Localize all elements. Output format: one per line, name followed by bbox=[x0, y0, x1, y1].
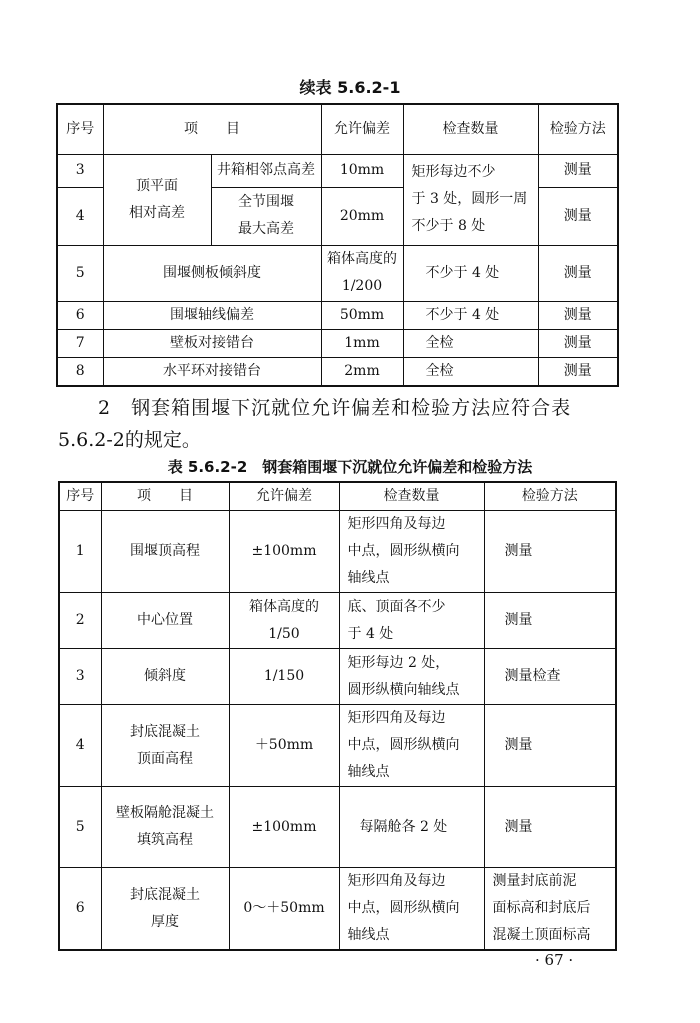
table-row bbox=[59, 705, 616, 787]
cell-method: 测量检查 bbox=[484, 649, 616, 705]
cell-item: 倾斜度 bbox=[101, 649, 229, 705]
cell-tolerance: 箱体高度的 1/200 bbox=[321, 245, 403, 301]
cell-no: 6 bbox=[59, 868, 101, 951]
cell-method: 测量 bbox=[538, 301, 618, 329]
table-5-6-2-1-continued bbox=[56, 103, 619, 387]
table-row bbox=[57, 357, 618, 386]
header-method: 检验方法 bbox=[538, 104, 618, 154]
cell-no: 3 bbox=[59, 649, 101, 705]
cell-tolerance: ＋50mm bbox=[229, 705, 339, 787]
table-row bbox=[59, 787, 616, 868]
cell-method: 测量 bbox=[484, 787, 616, 868]
cell-method: 测量封底前泥 面标高和封底后 混凝土顶面标高 bbox=[484, 868, 616, 951]
cell-count: 底、顶面各不少 于 4 处 bbox=[339, 593, 484, 649]
cell-item: 水平环对接错台 bbox=[103, 357, 321, 386]
header-count: 检查数量 bbox=[339, 482, 484, 511]
cell-item: 封底混凝土 厚度 bbox=[101, 868, 229, 951]
cell-no: 7 bbox=[57, 329, 103, 357]
table2-header-row bbox=[59, 482, 616, 511]
cell-item: 封底混凝土 顶面高程 bbox=[101, 705, 229, 787]
cell-group-label: 顶平面 相对高差 bbox=[103, 154, 211, 245]
cell-item: 壁板对接错台 bbox=[103, 329, 321, 357]
cell-tolerance: 20mm bbox=[321, 187, 403, 245]
cell-count: 矩形四角及每边 中点，圆形纵横向 轴线点 bbox=[339, 705, 484, 787]
cell-no: 5 bbox=[57, 245, 103, 301]
cell-count: 不少于 4 处 bbox=[403, 245, 538, 301]
table-row bbox=[57, 329, 618, 357]
cell-item: 井箱相邻点高差 bbox=[211, 154, 321, 187]
header-tolerance: 允许偏差 bbox=[321, 104, 403, 154]
cell-item: 围堰顶高程 bbox=[101, 511, 229, 593]
cell-tolerance: ±100mm bbox=[229, 511, 339, 593]
header-item: 项 目 bbox=[101, 482, 229, 511]
cell-count-merged: 矩形每边不少 于 3 处，圆形一周 不少于 8 处 bbox=[403, 154, 538, 245]
header-count: 检查数量 bbox=[403, 104, 538, 154]
cell-tolerance: 1mm bbox=[321, 329, 403, 357]
cell-item: 围堰侧板倾斜度 bbox=[103, 245, 321, 301]
cell-method: 测量 bbox=[538, 329, 618, 357]
table-5-6-2-2 bbox=[58, 481, 617, 951]
header-no: 序号 bbox=[59, 482, 101, 511]
header-tolerance: 允许偏差 bbox=[229, 482, 339, 511]
page-number: · 67 · bbox=[535, 951, 574, 969]
table1-caption: 续表 5.6.2-1 bbox=[299, 78, 401, 97]
cell-no: 1 bbox=[59, 511, 101, 593]
cell-no: 3 bbox=[57, 154, 103, 187]
cell-no: 6 bbox=[57, 301, 103, 329]
cell-count: 每隔舱各 2 处 bbox=[339, 787, 484, 868]
table-row bbox=[57, 154, 618, 187]
table2-caption: 表 5.6.2-2 钢套箱围堰下沉就位允许偏差和检验方法 bbox=[167, 458, 533, 476]
cell-method: 测量 bbox=[538, 357, 618, 386]
cell-tolerance: 1/150 bbox=[229, 649, 339, 705]
cell-method: 测量 bbox=[484, 705, 616, 787]
cell-method: 测量 bbox=[538, 187, 618, 245]
cell-item: 壁板隔舱混凝土 填筑高程 bbox=[101, 787, 229, 868]
header-item: 项 目 bbox=[103, 104, 321, 154]
table-row bbox=[57, 301, 618, 329]
cell-count: 不少于 4 处 bbox=[403, 301, 538, 329]
header-method: 检验方法 bbox=[484, 482, 616, 511]
cell-method: 测量 bbox=[538, 154, 618, 187]
cell-method: 测量 bbox=[484, 593, 616, 649]
table1-header-row bbox=[57, 104, 618, 154]
table-row bbox=[59, 649, 616, 705]
cell-item: 中心位置 bbox=[101, 593, 229, 649]
cell-tolerance: 50mm bbox=[321, 301, 403, 329]
cell-item: 围堰轴线偏差 bbox=[103, 301, 321, 329]
cell-no: 2 bbox=[59, 593, 101, 649]
body-paragraph-line1: 2 钢套箱围堰下沉就位允许偏差和检验方法应符合表 bbox=[98, 397, 572, 419]
cell-method: 测量 bbox=[538, 245, 618, 301]
cell-method: 测量 bbox=[484, 511, 616, 593]
cell-count: 全检 bbox=[403, 357, 538, 386]
cell-no: 5 bbox=[59, 787, 101, 868]
cell-tolerance: 10mm bbox=[321, 154, 403, 187]
cell-count: 矩形每边 2 处， 圆形纵横向轴线点 bbox=[339, 649, 484, 705]
cell-tolerance: 2mm bbox=[321, 357, 403, 386]
table-row bbox=[59, 868, 616, 951]
cell-no: 4 bbox=[57, 187, 103, 245]
cell-count: 矩形四角及每边 中点，圆形纵横向 轴线点 bbox=[339, 511, 484, 593]
body-paragraph-line2: 5.6.2-2的规定。 bbox=[58, 429, 201, 451]
cell-count: 全检 bbox=[403, 329, 538, 357]
cell-tolerance: ±100mm bbox=[229, 787, 339, 868]
cell-tolerance: 箱体高度的 1/50 bbox=[229, 593, 339, 649]
cell-no: 4 bbox=[59, 705, 101, 787]
header-no: 序号 bbox=[57, 104, 103, 154]
cell-count: 矩形四角及每边 中点，圆形纵横向 轴线点 bbox=[339, 868, 484, 951]
table-row bbox=[57, 245, 618, 301]
table-row bbox=[59, 593, 616, 649]
table-row bbox=[59, 511, 616, 593]
cell-tolerance: 0～＋50mm bbox=[229, 868, 339, 951]
cell-item: 全节围堰 最大高差 bbox=[211, 187, 321, 245]
cell-no: 8 bbox=[57, 357, 103, 386]
